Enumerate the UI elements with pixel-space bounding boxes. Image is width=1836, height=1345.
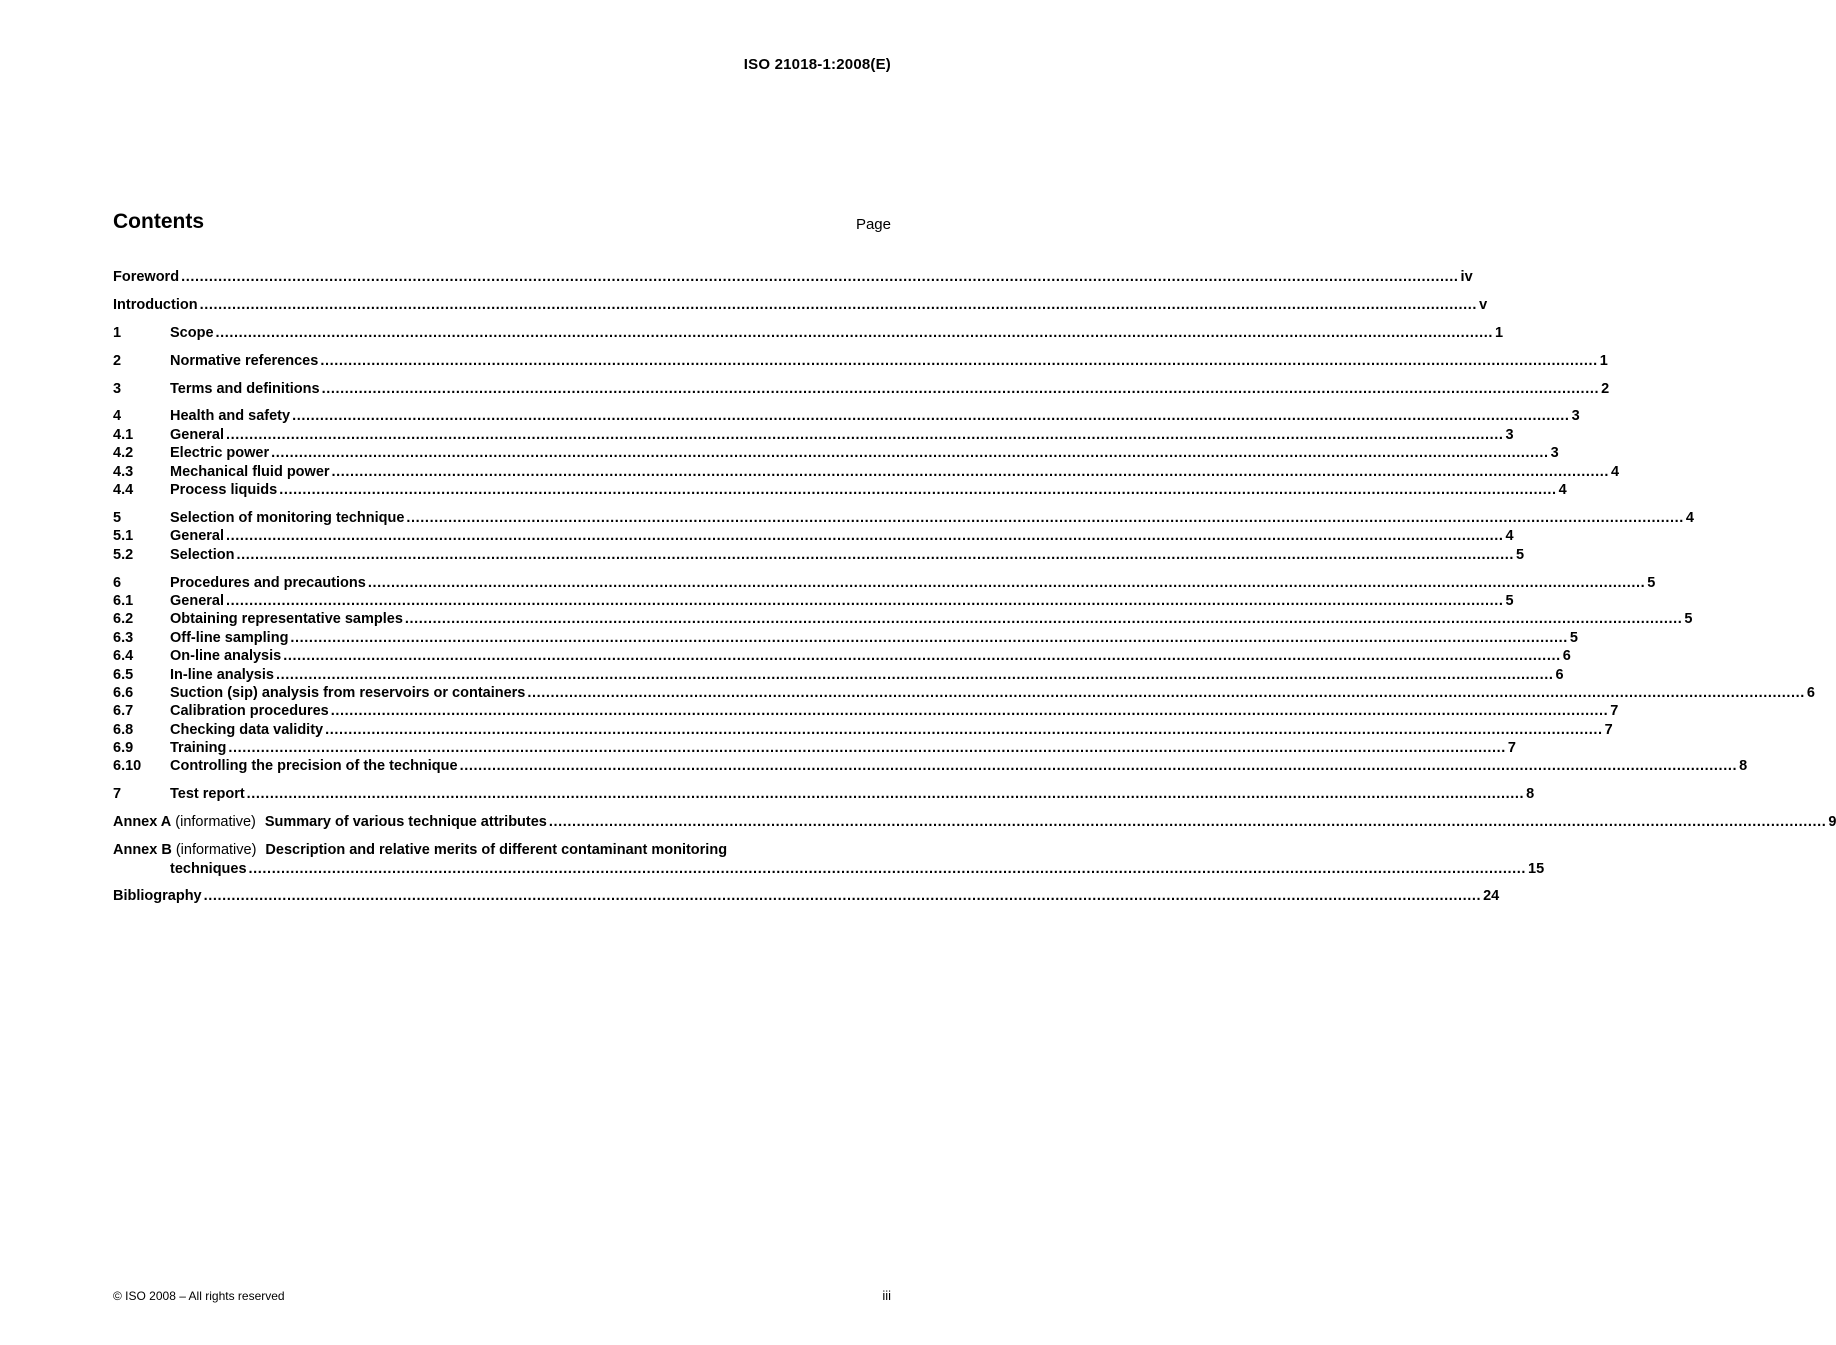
toc-title: General [170,528,224,545]
toc-page: 8 [1739,758,1748,775]
dot-leader [332,463,1609,481]
toc-page: 24 [1483,888,1500,905]
toc-title: Health and safety [170,408,291,425]
page-column-label: Page [855,216,891,233]
toc-number: 6.6 [113,684,134,701]
toc-entry-foreword[interactable] [113,268,1473,286]
toc-number: 6.7 [113,703,134,720]
toc-page: 7 [1507,740,1516,757]
toc-entry-6-8[interactable] [113,721,1613,739]
toc-entry-6-3[interactable] [113,629,1578,647]
toc-page: 6 [1562,648,1571,665]
toc-number: 6.3 [113,629,134,646]
toc-entry-5[interactable] [113,509,1694,527]
dot-leader [279,481,1556,499]
toc-number: 5.1 [113,528,134,545]
toc-entry-6-7[interactable] [113,702,1619,720]
toc-title: Summary of various technique attributes [264,814,547,831]
toc-title: Checking data validity [170,721,324,738]
dot-leader [527,684,1804,702]
toc-page: 4 [1685,509,1694,526]
toc-number: 6.2 [113,611,134,628]
toc-page: 3 [1550,445,1559,462]
annex-type: (informative) [175,842,257,859]
toc-title: Scope [170,324,214,341]
toc-title: Description and relative merits of different contaminant monitoring [265,842,728,859]
toc-page: 3 [1505,426,1514,443]
toc-number: 6.5 [113,666,134,683]
toc-entry-annex-a[interactable] [113,813,1836,831]
toc-entry-4-2[interactable] [113,444,1559,462]
toc-entry-6[interactable] [113,574,1656,592]
toc-page: iv [1460,269,1473,285]
dot-leader [322,380,1599,398]
toc-entry-6-4[interactable] [113,647,1571,665]
toc-entry-6-9[interactable] [113,739,1516,757]
toc-page: 5 [1515,546,1525,563]
toc-number: 5.2 [113,546,134,563]
toc-page: 6 [1555,666,1564,683]
toc-title: General [170,426,224,443]
dot-leader [228,739,1505,757]
toc-title: Mechanical fluid power [170,463,330,480]
dot-leader [320,352,1597,370]
toc-entry-6-5[interactable] [113,666,1564,684]
toc-title: In-line analysis [170,666,274,683]
toc-number: 1 [113,324,122,341]
dot-leader [216,324,1493,342]
toc-page: v [1479,296,1488,313]
toc-page: 5 [1505,592,1514,609]
toc-page: 4 [1558,482,1567,499]
toc-title: Foreword [113,269,180,285]
dot-leader [247,785,1524,803]
toc-page: 1 [1495,324,1504,341]
dot-leader [226,527,1503,545]
toc-title: Controlling the precision of the technique [170,758,458,775]
toc-title: Selection of monitoring technique [170,509,405,526]
toc-page: 3 [1571,408,1580,425]
toc-page: 4 [1505,528,1514,545]
toc-page: 5 [1569,629,1578,646]
toc-page: 1 [1599,352,1608,369]
dot-leader [283,647,1560,665]
toc-number: 6 [113,574,122,591]
toc-entry-6-6[interactable] [113,684,1815,702]
document-id: ISO 21018-1:2008(E) [743,56,891,73]
toc-entry-bibliography[interactable] [113,887,1500,905]
toc-entry-2[interactable] [113,352,1608,370]
toc-title: Selection [170,546,235,563]
annex-label: Annex B [113,842,172,859]
toc-title: Training [170,740,227,757]
toc-entry-introduction[interactable] [113,296,1488,314]
toc-page: 7 [1610,703,1619,720]
toc-title: Normative references [170,352,319,369]
toc-entry-annex-b-continued[interactable] [113,860,1545,878]
toc-page: 15 [1528,860,1545,877]
toc-title-continued: techniques [170,860,247,877]
toc-entry-3[interactable] [113,380,1610,398]
page-number: iii [882,1288,891,1303]
toc-title: Calibration procedures [170,703,329,720]
toc-title: General [170,592,224,609]
toc-title: Process liquids [170,482,278,499]
toc-entry-annex-b[interactable] [113,841,891,859]
toc-number: 4.1 [113,426,134,443]
toc-entry-5-2[interactable] [113,546,1525,564]
toc-page: 4 [1611,463,1620,480]
toc-title: Introduction [113,296,198,313]
copyright-notice: © ISO 2008 – All rights reserved [113,1289,285,1303]
toc-entry-1[interactable] [113,324,1504,342]
toc-title: Obtaining representative samples [170,611,403,628]
toc-page: 5 [1647,574,1656,591]
toc-entry-6-1[interactable] [113,592,1514,610]
toc-page: 9 [1828,814,1836,831]
toc-title: Off-line sampling [170,629,289,646]
toc-entry-6-10[interactable] [113,757,1748,775]
dot-leader [271,444,1548,462]
dot-leader [290,629,1567,647]
dot-leader [325,721,1602,739]
dot-leader [549,813,1826,831]
toc-number: 5 [113,509,122,526]
dot-leader [460,757,1737,775]
dot-leader [292,407,1569,425]
dot-leader [406,509,1683,527]
toc-page: 8 [1526,786,1535,803]
toc-title: Electric power [170,445,270,462]
toc-entry-7[interactable] [113,785,1535,803]
toc-number: 6.1 [113,592,134,609]
annex-type: (informative) [175,814,256,831]
toc-number: 6.9 [113,740,134,757]
toc-entry-4-1[interactable] [113,426,1514,444]
toc-entry-4-3[interactable] [113,463,1620,481]
toc-number: 6.8 [113,721,134,738]
toc-number: 3 [113,380,122,397]
dot-leader [200,296,1477,314]
dot-leader [405,610,1682,628]
dot-leader [181,268,1458,286]
toc-number: 6.10 [113,758,142,775]
toc-title: Procedures and precautions [170,574,366,591]
annex-label: Annex A [113,814,172,831]
dot-leader [226,592,1503,610]
toc-page: 6 [1806,684,1815,701]
toc-entry-6-2[interactable] [113,610,1693,628]
toc-entry-4-4[interactable] [113,481,1567,499]
toc-entry-4[interactable] [113,407,1580,425]
toc-title: Bibliography [113,888,202,905]
toc-page: 5 [1684,611,1693,628]
dot-leader [368,574,1645,592]
toc-number: 4 [113,408,122,425]
toc-number: 6.4 [113,648,134,665]
toc-number: 4.4 [113,482,134,499]
toc-entry-5-1[interactable] [113,527,1514,545]
dot-leader [331,702,1608,720]
toc-number: 2 [113,352,122,369]
table-of-contents [113,268,1836,906]
toc-title: Terms and definitions [170,380,320,397]
toc-number: 4.2 [113,445,134,462]
toc-title: Suction (sip) analysis from reservoirs or containers [170,684,526,701]
dot-leader [226,426,1503,444]
contents-heading: Contents [113,210,204,233]
toc-page: 7 [1604,721,1613,738]
dot-leader [236,546,1513,564]
toc-number: 4.3 [113,463,134,480]
dot-leader [249,860,1526,878]
dot-leader [204,887,1481,905]
dot-leader [276,666,1553,684]
toc-title: Test report [170,786,245,803]
toc-title: On-line analysis [170,648,282,665]
toc-page: 2 [1601,380,1610,397]
toc-number: 7 [113,786,122,803]
